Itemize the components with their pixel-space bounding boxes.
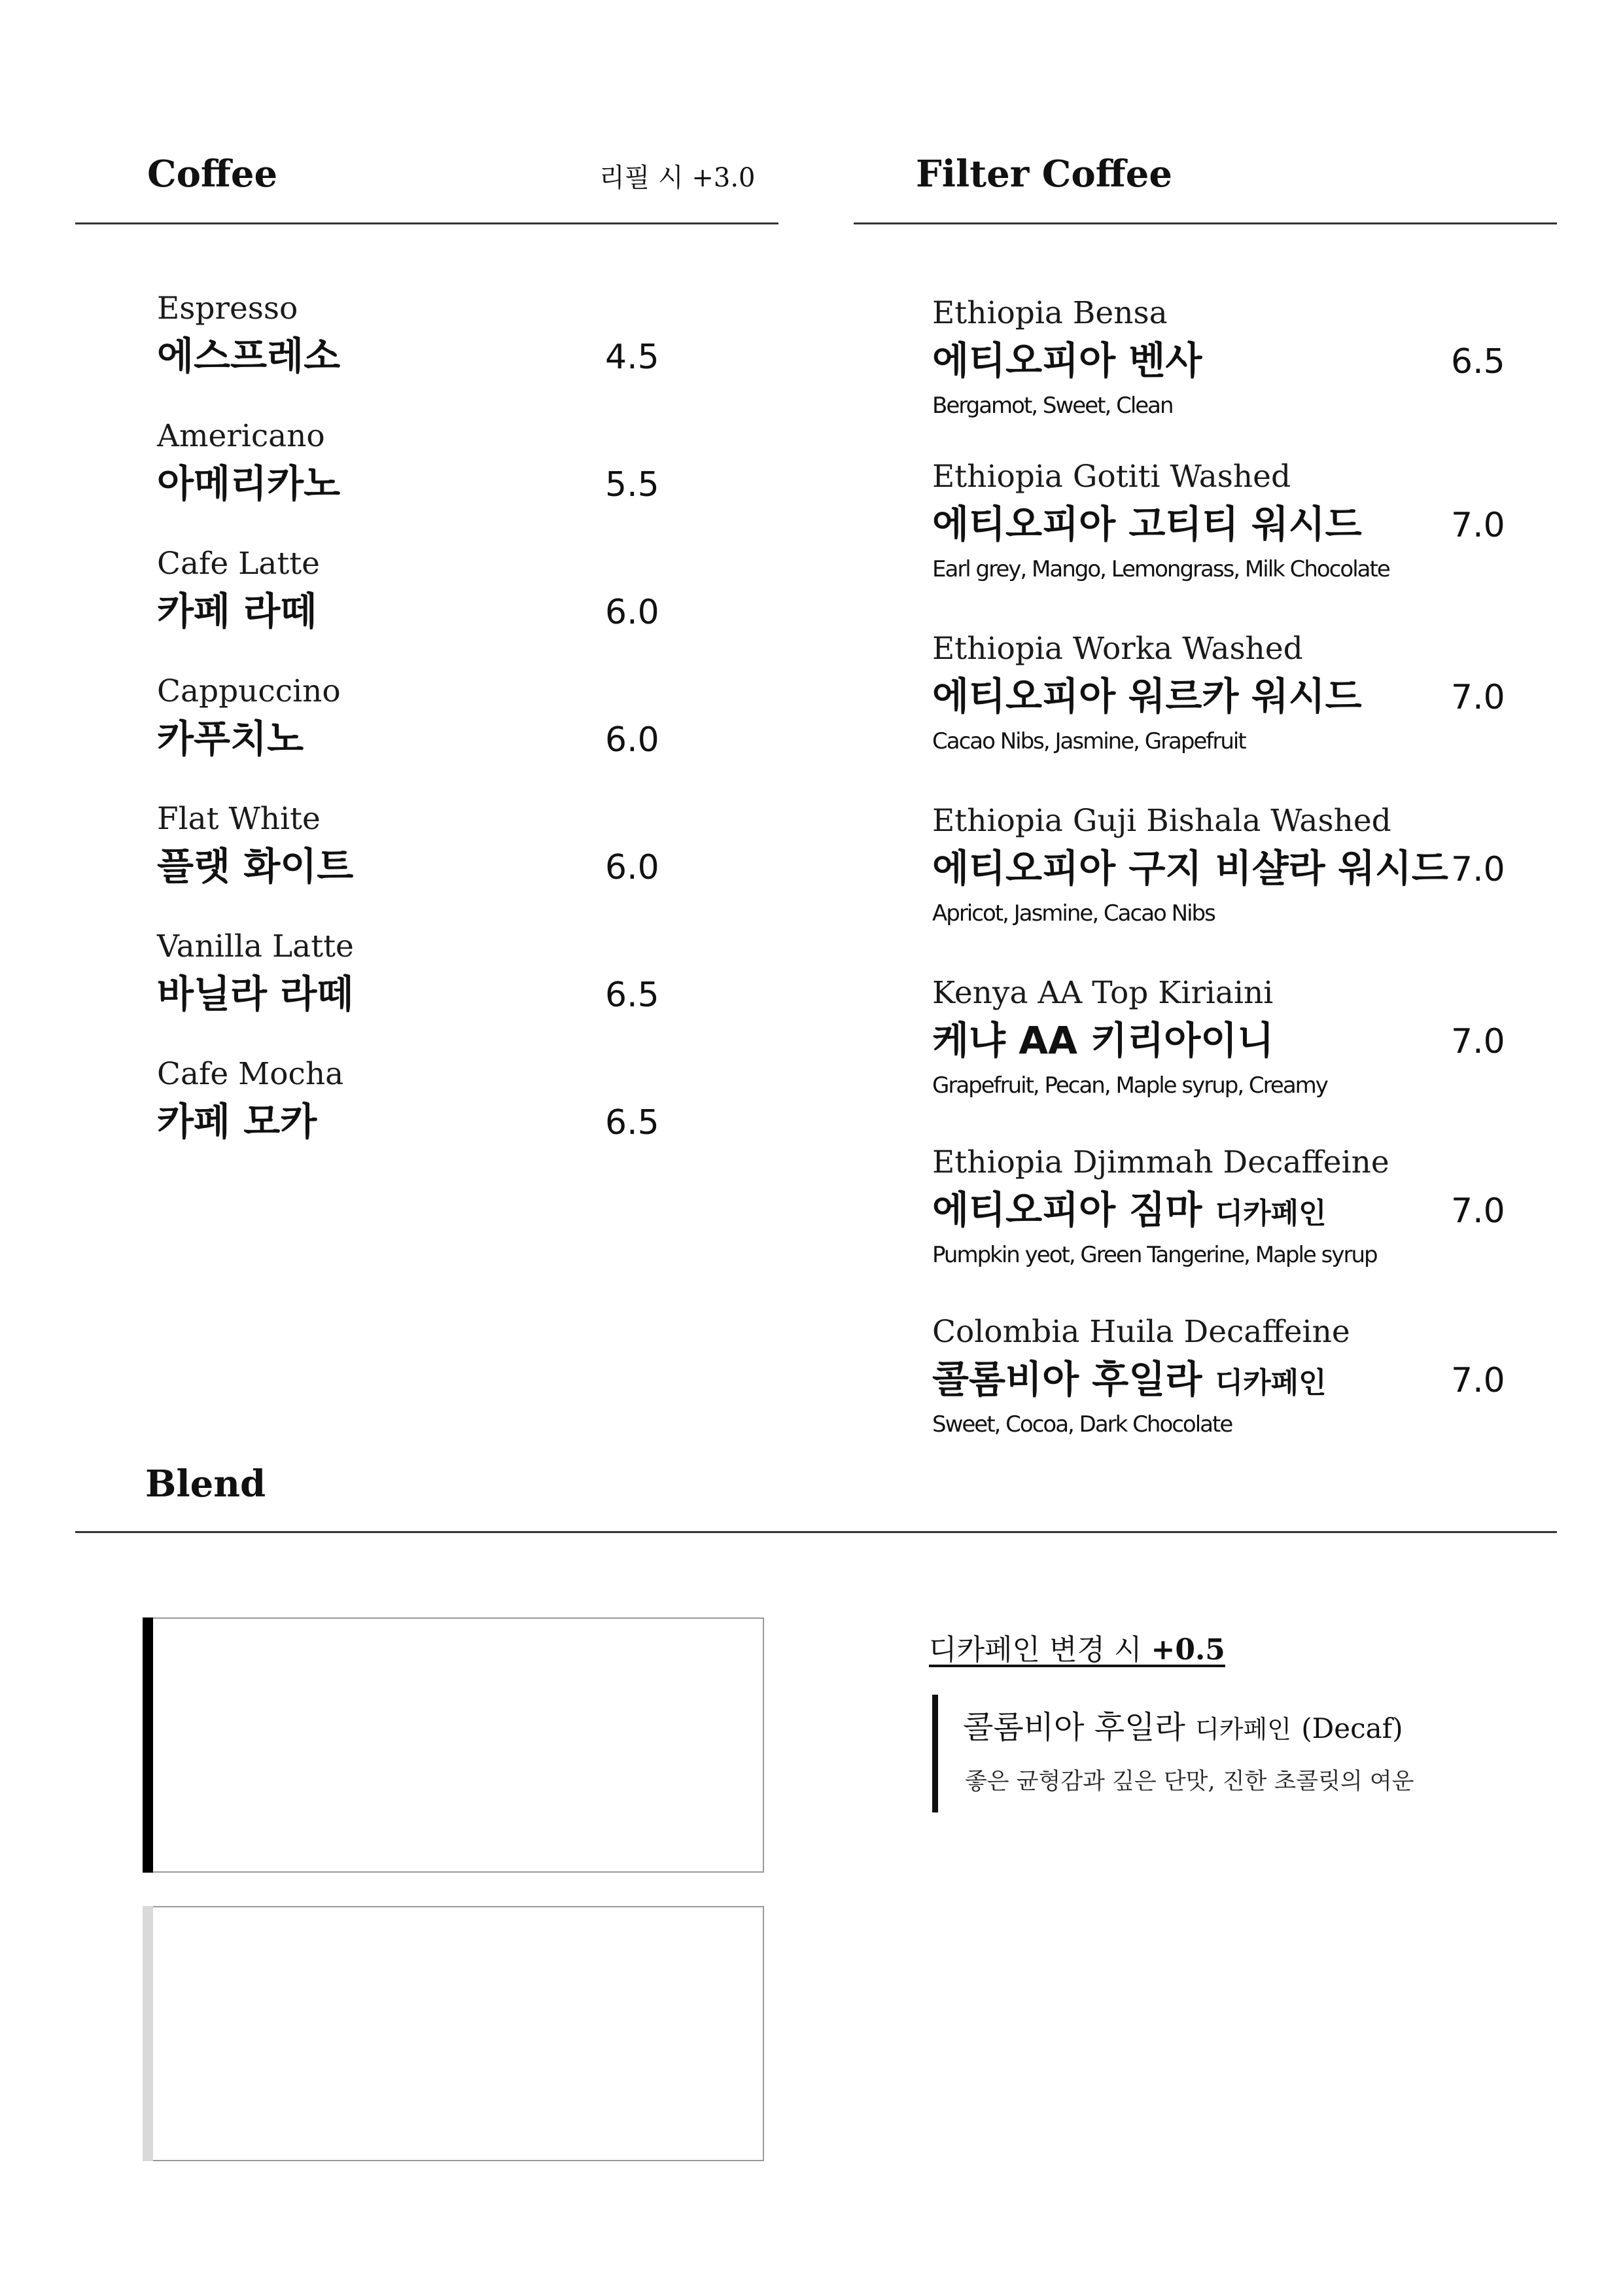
filter-item-english-name: Colombia Huila Decaffeine bbox=[932, 1314, 1350, 1350]
filter-item-english-name: Kenya AA Top Kiriaini bbox=[932, 975, 1274, 1011]
blend-card-accent-bar bbox=[143, 1906, 153, 2161]
filter-coffee-section-title: Filter Coffee bbox=[916, 152, 1172, 196]
coffee-item-english-name: Cafe Latte bbox=[157, 546, 320, 582]
filter-item-tasting-notes: Bergamot, Sweet, Clean bbox=[932, 393, 1173, 419]
coffee-item-korean-name: 카푸치노 bbox=[157, 716, 304, 761]
filter-item-english-name: Ethiopia Djimmah Decaffeine bbox=[932, 1144, 1389, 1180]
filter-item-price: 7.0 bbox=[1451, 1192, 1505, 1231]
decaf-tag: 디카페인 bbox=[1215, 1366, 1327, 1400]
coffee-item-price: 5.5 bbox=[605, 465, 659, 504]
coffee-item-english-name: Espresso bbox=[157, 291, 298, 327]
coffee-item-english-name: Vanilla Latte bbox=[157, 928, 354, 964]
filter-item-tasting-notes: Pumpkin yeot, Green Tangerine, Maple syrup bbox=[932, 1242, 1377, 1268]
coffee-item-korean-name: 카페 라떼 bbox=[157, 589, 317, 633]
filter-item-korean-name: 에티오피아 고티티 워시드 bbox=[932, 502, 1362, 546]
coffee-item-price: 6.5 bbox=[605, 976, 659, 1015]
coffee-item-korean-name: 바닐라 라떼 bbox=[157, 972, 354, 1016]
filter-item-korean-name: 에티오피아 벤사 bbox=[932, 338, 1202, 383]
filter-item-tasting-notes: Earl grey, Mango, Lemongrass, Milk Chocolate bbox=[932, 556, 1389, 582]
coffee-item-english-name: Flat White bbox=[157, 801, 321, 837]
filter-item-english-name: Ethiopia Guji Bishala Washed bbox=[932, 803, 1391, 839]
blend-section-title: Blend bbox=[145, 1462, 266, 1506]
filter-item-english-name: Ethiopia Gotiti Washed bbox=[932, 459, 1291, 495]
coffee-item-korean-name: 에스프레소 bbox=[157, 334, 341, 378]
filter-item-price: 6.5 bbox=[1451, 342, 1505, 381]
decaf-option-accent-bar bbox=[932, 1695, 938, 1812]
decaf-tag: 디카페인 bbox=[1215, 1197, 1327, 1230]
coffee-item-price: 4.5 bbox=[605, 338, 659, 377]
filter-item-tasting-notes: Sweet, Cocoa, Dark Chocolate bbox=[932, 1411, 1232, 1438]
filter-item-tasting-notes: Apricot, Jasmine, Cacao Nibs bbox=[932, 900, 1215, 927]
coffee-item-english-name: Cafe Mocha bbox=[157, 1056, 344, 1092]
filter-header-divider bbox=[854, 222, 1557, 224]
coffee-section-title: Coffee bbox=[147, 152, 278, 196]
blend-card-accent-bar bbox=[143, 1617, 153, 1873]
blend-card-2 bbox=[143, 1906, 764, 2161]
filter-item-price: 7.0 bbox=[1451, 678, 1505, 717]
filter-item-price: 7.0 bbox=[1451, 850, 1505, 889]
decaf-option-name: 콜롬비아 후일라 디카페인 (Decaf) bbox=[963, 1709, 1403, 1746]
blend-header-divider bbox=[75, 1531, 1557, 1533]
filter-item-english-name: Ethiopia Worka Washed bbox=[932, 631, 1303, 667]
coffee-item-korean-name: 아메리카노 bbox=[157, 461, 341, 506]
filter-item-korean-name: 케냐 AA 키리아이니 bbox=[932, 1018, 1274, 1063]
filter-item-korean-name: 에티오피아 짐마 디카페인 bbox=[932, 1188, 1327, 1232]
coffee-item-korean-name: 플랫 화이트 bbox=[157, 844, 354, 889]
coffee-header-divider bbox=[75, 222, 778, 224]
coffee-item-price: 6.0 bbox=[605, 593, 659, 632]
refill-price-note: 리필 시 +3.0 bbox=[599, 163, 756, 193]
filter-item-price: 7.0 bbox=[1451, 506, 1505, 545]
coffee-item-price: 6.0 bbox=[605, 720, 659, 760]
coffee-item-english-name: Cappuccino bbox=[157, 673, 341, 709]
coffee-item-price: 6.0 bbox=[605, 848, 659, 887]
filter-item-korean-name: 에티오피아 워르카 워시드 bbox=[932, 674, 1362, 718]
coffee-item-price: 6.5 bbox=[605, 1103, 659, 1142]
decaf-option-description: 좋은 균형감과 깊은 단맛, 진한 초콜릿의 여운 bbox=[965, 1769, 1414, 1795]
filter-item-korean-name: 에티오피아 구지 비샬라 워시드 bbox=[932, 846, 1448, 891]
filter-item-price: 7.0 bbox=[1451, 1022, 1505, 1061]
filter-item-tasting-notes: Cacao Nibs, Jasmine, Grapefruit bbox=[932, 728, 1246, 754]
coffee-item-korean-name: 카페 모카 bbox=[157, 1099, 317, 1144]
filter-item-price: 7.0 bbox=[1451, 1361, 1505, 1400]
filter-item-english-name: Ethiopia Bensa bbox=[932, 295, 1168, 331]
coffee-item-english-name: Americano bbox=[157, 418, 325, 454]
filter-item-korean-name: 콜롬비아 후일라 디카페인 bbox=[932, 1357, 1327, 1402]
blend-card-1 bbox=[143, 1617, 764, 1873]
decaf-change-note: 디카페인 변경 시 +0.5 bbox=[929, 1633, 1225, 1667]
filter-item-tasting-notes: Grapefruit, Pecan, Maple syrup, Creamy bbox=[932, 1072, 1327, 1099]
